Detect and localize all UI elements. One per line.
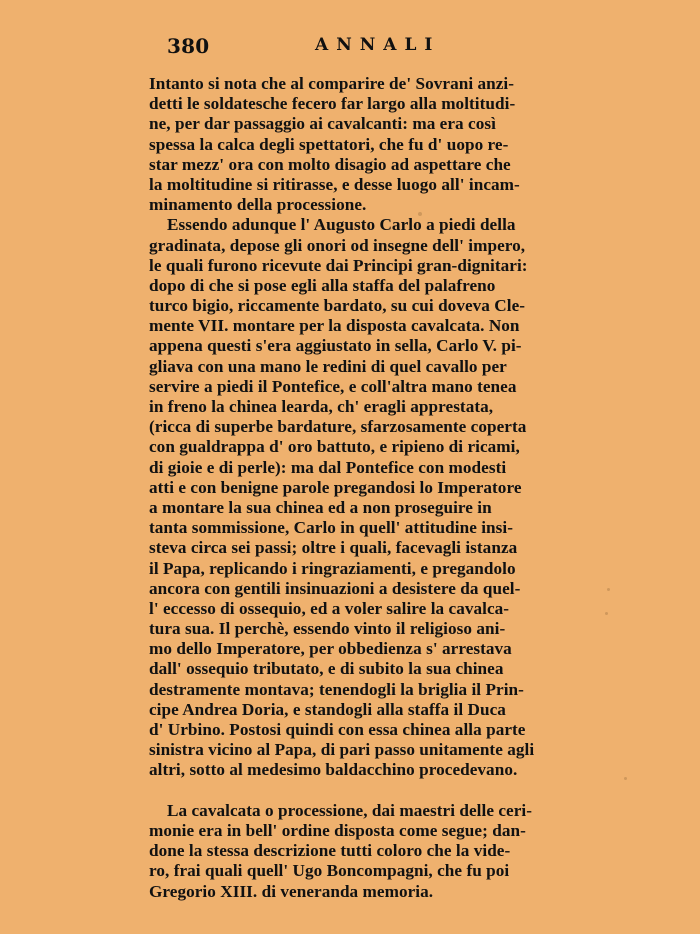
paragraph-1: [149, 74, 609, 215]
text-line: monie era in bell' ordine disposta come segue; dan-: [149, 820, 526, 840]
page-number: 380: [167, 34, 210, 58]
text-line: altri, sotto al medesimo baldacchino procedevano.: [149, 760, 518, 780]
paragraph-2: [149, 215, 609, 800]
text-line: dopo di che si pose egli alla staffa del palafreno: [149, 275, 496, 295]
ink-speck: [418, 212, 422, 216]
text-line: atti e con benigne parole pregandosi lo Imperatore: [149, 477, 522, 497]
text-line: in freno la chinea learda, ch' eragli apprestata,: [149, 397, 494, 416]
text-line: gradinata, depose gli onori od insegne dell' impero,: [149, 235, 526, 255]
text-line: di gioie e di perle): ma dal Pontefice con modesti: [149, 457, 507, 477]
text-line: tanta sommissione, Carlo in quell' attitudine insi-: [149, 518, 513, 538]
text-line: Intanto si nota che al comparire de' Sovrani anzi-: [149, 74, 515, 93]
text-line: cipe Andrea Doria, e standogli alla staffa il Duca: [149, 699, 506, 719]
text-line: la moltitudine si ritirasse, e desse luogo all' incam-: [149, 174, 520, 194]
text-line: ro, frai quali quell' Ugo Boncompagni, che fu poi: [149, 861, 510, 881]
text-line: La cavalcata o processione, dai maestri delle ceri-: [167, 800, 532, 820]
text-line: ancora con gentili insinuazioni a desistere da quel-: [149, 578, 521, 598]
text-line: d' Urbino. Postosi quindi con essa chinea alla parte: [149, 720, 526, 739]
text-line: servire a piedi il Pontefice, e coll'altra mano tenea: [149, 376, 517, 396]
text-line: destramente montava; tenendogli la briglia il Prin-: [149, 679, 524, 699]
text-line: con gualdrappa d' oro battuto, e ripieno di ricami,: [149, 437, 520, 457]
paragraph-3: [149, 801, 609, 902]
running-head: ANNALI: [315, 35, 441, 55]
text-line: gliava con una mano le redini di quel cavallo per: [149, 356, 507, 376]
text-line: dall' ossequio tributato, e di subito la sua chinea: [149, 659, 504, 679]
text-line: spessa la calca degli spettatori, che fu d' uopo re-: [149, 134, 509, 154]
ink-speck: [605, 612, 608, 615]
text-line: a montare la sua chinea ed a non proseguire in: [149, 497, 492, 517]
ink-speck: [607, 588, 610, 591]
text-line: sinistra vicino al Papa, di pari passo unitamente agli: [149, 740, 535, 760]
text-line: detti le soldatesche fecero far largo alla moltitudi-: [149, 94, 516, 114]
text-line: mente VII. montare per la disposta cavalcata. Non: [149, 316, 520, 336]
text-line: il Papa, replicando i ringraziamenti, e pregandolo: [149, 558, 516, 578]
text-line: Gregorio XIII. di veneranda memoria.: [149, 881, 434, 901]
text-line: steva circa sei passi; oltre i quali, facevagli istanza: [149, 538, 518, 558]
text-line: [149, 781, 609, 801]
text-line: mo dello Imperatore, per obbedienza s' arrestava: [149, 639, 512, 659]
text-line: l' eccesso di ossequio, ed a voler salire la cavalca-: [149, 598, 510, 618]
body-text: [149, 74, 609, 902]
text-line: le quali furono ricevute dai Principi gran-dignitari:: [149, 255, 528, 275]
text-line: Essendo adunque l' Augusto Carlo a piedi della: [167, 215, 516, 235]
text-line: star mezz' ora con molto disagio ad aspettare che: [149, 154, 511, 174]
ink-speck: [624, 777, 627, 780]
text-line: (ricca di superbe bardature, sfarzosamente coperta: [149, 417, 527, 437]
text-line: ne, per dar passaggio ai cavalcanti: ma era così: [149, 114, 496, 134]
text-line: turco bigio, riccamente bardato, su cui doveva Cle-: [149, 296, 526, 316]
text-line: done la stessa descrizione tutti coloro che la vide-: [149, 841, 511, 861]
text-line: appena questi s'era aggiustato in sella, Carlo V. pi-: [149, 336, 522, 356]
page-header: [167, 34, 607, 62]
text-line: tura sua. Il perchè, essendo vinto il religioso ani-: [149, 619, 506, 639]
text-line: minamento della processione.: [149, 195, 367, 215]
